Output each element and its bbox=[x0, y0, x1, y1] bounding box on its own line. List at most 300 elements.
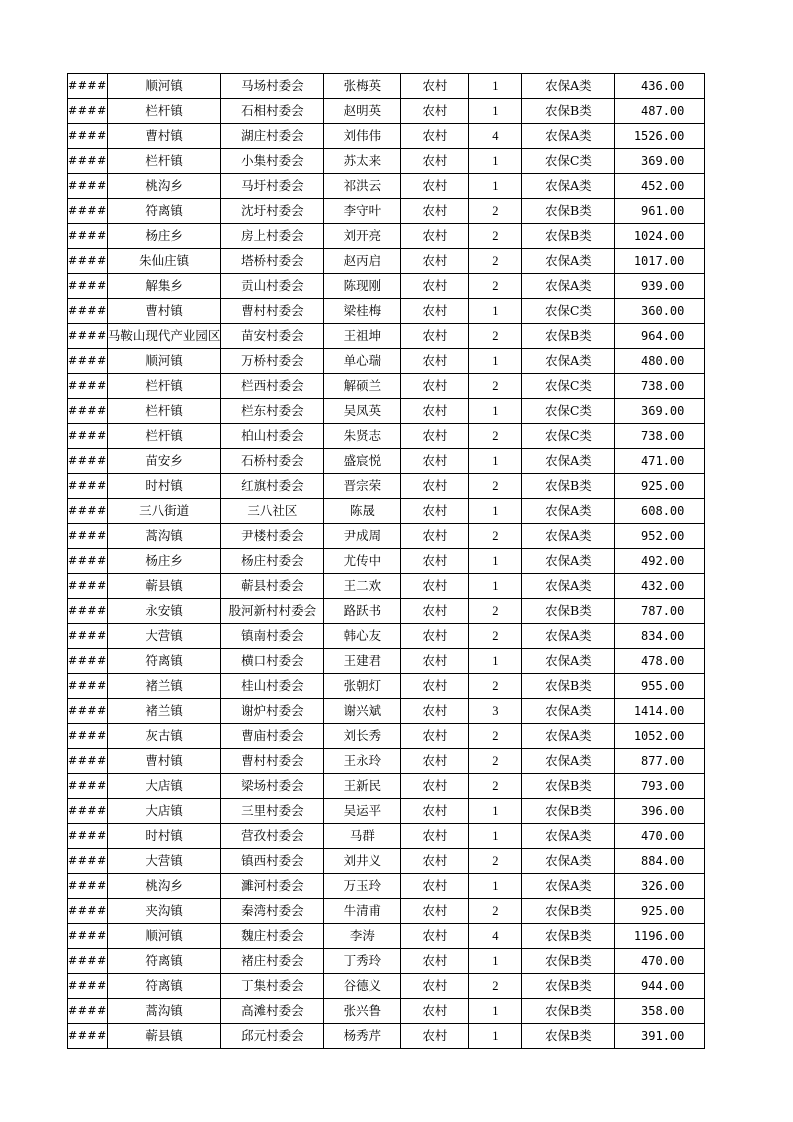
person-name-cell: 王二欢 bbox=[324, 574, 401, 599]
town-cell: 蒿沟镇 bbox=[107, 524, 221, 549]
person-name-cell: 赵丙启 bbox=[324, 249, 401, 274]
person-name-cell: 梁桂梅 bbox=[324, 299, 401, 324]
amount-cell: 432.00 bbox=[615, 574, 705, 599]
village-committee-cell: 谢炉村委会 bbox=[221, 699, 324, 724]
person-name-cell: 杨秀芹 bbox=[324, 1024, 401, 1049]
town-cell: 栏杆镇 bbox=[107, 149, 221, 174]
insurance-category-cell: 农保C类 bbox=[522, 149, 615, 174]
town-cell: 大营镇 bbox=[107, 624, 221, 649]
insurance-category-cell: 农保A类 bbox=[522, 624, 615, 649]
member-count-cell: 2 bbox=[469, 249, 522, 274]
insurance-category-cell: 农保B类 bbox=[522, 949, 615, 974]
town-cell: 栏杆镇 bbox=[107, 424, 221, 449]
village-committee-cell: 小集村委会 bbox=[221, 149, 324, 174]
member-count-cell: 2 bbox=[469, 274, 522, 299]
member-count-cell: 1 bbox=[469, 999, 522, 1024]
insurance-category-cell: 农保A类 bbox=[522, 349, 615, 374]
record-id-cell: #### bbox=[68, 974, 108, 999]
person-name-cell: 马群 bbox=[324, 824, 401, 849]
table-row bbox=[68, 574, 705, 599]
town-cell: 桃沟乡 bbox=[107, 874, 221, 899]
record-id-cell: #### bbox=[68, 249, 108, 274]
record-id-cell: #### bbox=[68, 524, 108, 549]
amount-cell: 1017.00 bbox=[615, 249, 705, 274]
person-name-cell: 万玉玲 bbox=[324, 874, 401, 899]
record-id-cell: #### bbox=[68, 549, 108, 574]
household-type-cell: 农村 bbox=[401, 924, 469, 949]
insurance-category-cell: 农保B类 bbox=[522, 799, 615, 824]
table-row bbox=[68, 249, 705, 274]
insurance-category-cell: 农保B类 bbox=[522, 599, 615, 624]
insurance-category-cell: 农保A类 bbox=[522, 124, 615, 149]
amount-cell: 360.00 bbox=[615, 299, 705, 324]
village-committee-cell: 杨庄村委会 bbox=[221, 549, 324, 574]
member-count-cell: 1 bbox=[469, 349, 522, 374]
table-row bbox=[68, 824, 705, 849]
insurance-category-cell: 农保A类 bbox=[522, 574, 615, 599]
record-id-cell: #### bbox=[68, 224, 108, 249]
person-name-cell: 陈晟 bbox=[324, 499, 401, 524]
record-id-cell: #### bbox=[68, 99, 108, 124]
table-row bbox=[68, 499, 705, 524]
insurance-category-cell: 农保C类 bbox=[522, 424, 615, 449]
person-name-cell: 朱贤志 bbox=[324, 424, 401, 449]
member-count-cell: 1 bbox=[469, 299, 522, 324]
amount-cell: 326.00 bbox=[615, 874, 705, 899]
amount-cell: 961.00 bbox=[615, 199, 705, 224]
village-committee-cell: 石桥村委会 bbox=[221, 449, 324, 474]
insurance-category-cell: 农保A类 bbox=[522, 549, 615, 574]
amount-cell: 369.00 bbox=[615, 399, 705, 424]
record-id-cell: #### bbox=[68, 774, 108, 799]
village-committee-cell: 柏山村委会 bbox=[221, 424, 324, 449]
person-name-cell: 苏太来 bbox=[324, 149, 401, 174]
person-name-cell: 刘开亮 bbox=[324, 224, 401, 249]
record-id-cell: #### bbox=[68, 199, 108, 224]
table-row bbox=[68, 649, 705, 674]
household-type-cell: 农村 bbox=[401, 474, 469, 499]
person-name-cell: 尹成周 bbox=[324, 524, 401, 549]
member-count-cell: 2 bbox=[469, 374, 522, 399]
insurance-category-cell: 农保A类 bbox=[522, 849, 615, 874]
town-cell: 苗安乡 bbox=[107, 449, 221, 474]
member-count-cell: 1 bbox=[469, 574, 522, 599]
town-cell: 灰古镇 bbox=[107, 724, 221, 749]
town-cell: 蒿沟镇 bbox=[107, 999, 221, 1024]
town-cell: 栏杆镇 bbox=[107, 374, 221, 399]
table-row bbox=[68, 1024, 705, 1049]
member-count-cell: 1 bbox=[469, 649, 522, 674]
town-cell: 永安镇 bbox=[107, 599, 221, 624]
village-committee-cell: 高滩村委会 bbox=[221, 999, 324, 1024]
person-name-cell: 王祖坤 bbox=[324, 324, 401, 349]
member-count-cell: 2 bbox=[469, 674, 522, 699]
member-count-cell: 1 bbox=[469, 949, 522, 974]
amount-cell: 877.00 bbox=[615, 749, 705, 774]
person-name-cell: 刘井义 bbox=[324, 849, 401, 874]
town-cell: 顺河镇 bbox=[107, 924, 221, 949]
member-count-cell: 1 bbox=[469, 449, 522, 474]
amount-cell: 964.00 bbox=[615, 324, 705, 349]
village-committee-cell: 丁集村委会 bbox=[221, 974, 324, 999]
record-id-cell: #### bbox=[68, 874, 108, 899]
insurance-category-cell: 农保B类 bbox=[522, 324, 615, 349]
person-name-cell: 刘伟伟 bbox=[324, 124, 401, 149]
village-committee-cell: 石相村委会 bbox=[221, 99, 324, 124]
table-row bbox=[68, 624, 705, 649]
table-row bbox=[68, 74, 705, 99]
member-count-cell: 2 bbox=[469, 749, 522, 774]
town-cell: 桃沟乡 bbox=[107, 174, 221, 199]
town-cell: 大营镇 bbox=[107, 849, 221, 874]
town-cell: 蕲县镇 bbox=[107, 1024, 221, 1049]
household-type-cell: 农村 bbox=[401, 374, 469, 399]
record-id-cell: #### bbox=[68, 324, 108, 349]
record-id-cell: #### bbox=[68, 624, 108, 649]
person-name-cell: 丁秀玲 bbox=[324, 949, 401, 974]
record-id-cell: #### bbox=[68, 424, 108, 449]
amount-cell: 391.00 bbox=[615, 1024, 705, 1049]
village-committee-cell: 马场村委会 bbox=[221, 74, 324, 99]
town-cell: 栏杆镇 bbox=[107, 99, 221, 124]
amount-cell: 1196.00 bbox=[615, 924, 705, 949]
table-row bbox=[68, 324, 705, 349]
village-committee-cell: 邱元村委会 bbox=[221, 1024, 324, 1049]
village-committee-cell: 马圩村委会 bbox=[221, 174, 324, 199]
household-type-cell: 农村 bbox=[401, 449, 469, 474]
household-type-cell: 农村 bbox=[401, 174, 469, 199]
village-committee-cell: 褚庄村委会 bbox=[221, 949, 324, 974]
table-row bbox=[68, 374, 705, 399]
record-id-cell: #### bbox=[68, 599, 108, 624]
table-row bbox=[68, 349, 705, 374]
record-id-cell: #### bbox=[68, 799, 108, 824]
household-type-cell: 农村 bbox=[401, 124, 469, 149]
household-type-cell: 农村 bbox=[401, 899, 469, 924]
insurance-category-cell: 农保B类 bbox=[522, 1024, 615, 1049]
person-name-cell: 张朝灯 bbox=[324, 674, 401, 699]
insurance-category-cell: 农保B类 bbox=[522, 674, 615, 699]
table-body bbox=[68, 74, 705, 1049]
record-id-cell: #### bbox=[68, 74, 108, 99]
insurance-category-cell: 农保C类 bbox=[522, 299, 615, 324]
town-cell: 顺河镇 bbox=[107, 349, 221, 374]
insurance-category-cell: 农保B类 bbox=[522, 974, 615, 999]
household-type-cell: 农村 bbox=[401, 749, 469, 774]
member-count-cell: 2 bbox=[469, 424, 522, 449]
household-type-cell: 农村 bbox=[401, 249, 469, 274]
insurance-category-cell: 农保A类 bbox=[522, 449, 615, 474]
village-committee-cell: 镇西村委会 bbox=[221, 849, 324, 874]
member-count-cell: 2 bbox=[469, 849, 522, 874]
member-count-cell: 2 bbox=[469, 324, 522, 349]
village-committee-cell: 房上村委会 bbox=[221, 224, 324, 249]
household-type-cell: 农村 bbox=[401, 499, 469, 524]
town-cell: 褚兰镇 bbox=[107, 674, 221, 699]
table-row bbox=[68, 174, 705, 199]
record-id-cell: #### bbox=[68, 749, 108, 774]
table-row bbox=[68, 549, 705, 574]
record-id-cell: #### bbox=[68, 949, 108, 974]
insurance-category-cell: 农保A类 bbox=[522, 499, 615, 524]
household-type-cell: 农村 bbox=[401, 949, 469, 974]
insurance-category-cell: 农保A类 bbox=[522, 274, 615, 299]
record-id-cell: #### bbox=[68, 374, 108, 399]
table-row bbox=[68, 924, 705, 949]
record-id-cell: #### bbox=[68, 349, 108, 374]
record-id-cell: #### bbox=[68, 449, 108, 474]
record-id-cell: #### bbox=[68, 1024, 108, 1049]
table-row bbox=[68, 199, 705, 224]
person-name-cell: 单心瑞 bbox=[324, 349, 401, 374]
person-name-cell: 晋宗荣 bbox=[324, 474, 401, 499]
record-id-cell: #### bbox=[68, 924, 108, 949]
amount-cell: 834.00 bbox=[615, 624, 705, 649]
insurance-category-cell: 农保A类 bbox=[522, 874, 615, 899]
town-cell: 解集乡 bbox=[107, 274, 221, 299]
household-type-cell: 农村 bbox=[401, 874, 469, 899]
person-name-cell: 王新民 bbox=[324, 774, 401, 799]
town-cell: 顺河镇 bbox=[107, 74, 221, 99]
person-name-cell: 赵明英 bbox=[324, 99, 401, 124]
person-name-cell: 牛清甫 bbox=[324, 899, 401, 924]
amount-cell: 492.00 bbox=[615, 549, 705, 574]
table-row bbox=[68, 599, 705, 624]
member-count-cell: 1 bbox=[469, 1024, 522, 1049]
table-row bbox=[68, 749, 705, 774]
table-row bbox=[68, 449, 705, 474]
insurance-category-cell: 农保A类 bbox=[522, 749, 615, 774]
village-committee-cell: 魏庄村委会 bbox=[221, 924, 324, 949]
household-type-cell: 农村 bbox=[401, 649, 469, 674]
insurance-category-cell: 农保A类 bbox=[522, 649, 615, 674]
town-cell: 时村镇 bbox=[107, 824, 221, 849]
amount-cell: 925.00 bbox=[615, 899, 705, 924]
village-committee-cell: 蕲县村委会 bbox=[221, 574, 324, 599]
table-row bbox=[68, 974, 705, 999]
town-cell: 蕲县镇 bbox=[107, 574, 221, 599]
town-cell: 夹沟镇 bbox=[107, 899, 221, 924]
person-name-cell: 王建君 bbox=[324, 649, 401, 674]
village-committee-cell: 沈圩村委会 bbox=[221, 199, 324, 224]
amount-cell: 1526.00 bbox=[615, 124, 705, 149]
village-committee-cell: 曹村村委会 bbox=[221, 749, 324, 774]
record-id-cell: #### bbox=[68, 649, 108, 674]
village-committee-cell: 苗安村委会 bbox=[221, 324, 324, 349]
record-id-cell: #### bbox=[68, 899, 108, 924]
amount-cell: 955.00 bbox=[615, 674, 705, 699]
record-id-cell: #### bbox=[68, 474, 108, 499]
member-count-cell: 4 bbox=[469, 124, 522, 149]
data-table bbox=[67, 73, 705, 1049]
record-id-cell: #### bbox=[68, 724, 108, 749]
amount-cell: 925.00 bbox=[615, 474, 705, 499]
household-type-cell: 农村 bbox=[401, 399, 469, 424]
member-count-cell: 2 bbox=[469, 524, 522, 549]
village-committee-cell: 横口村委会 bbox=[221, 649, 324, 674]
household-type-cell: 农村 bbox=[401, 424, 469, 449]
member-count-cell: 1 bbox=[469, 549, 522, 574]
insurance-category-cell: 农保C类 bbox=[522, 399, 615, 424]
member-count-cell: 2 bbox=[469, 974, 522, 999]
household-type-cell: 农村 bbox=[401, 74, 469, 99]
person-name-cell: 吴凤英 bbox=[324, 399, 401, 424]
insurance-category-cell: 农保A类 bbox=[522, 249, 615, 274]
amount-cell: 478.00 bbox=[615, 649, 705, 674]
village-committee-cell: 塔桥村委会 bbox=[221, 249, 324, 274]
insurance-category-cell: 农保A类 bbox=[522, 724, 615, 749]
person-name-cell: 刘长秀 bbox=[324, 724, 401, 749]
record-id-cell: #### bbox=[68, 174, 108, 199]
member-count-cell: 4 bbox=[469, 924, 522, 949]
town-cell: 符离镇 bbox=[107, 949, 221, 974]
household-type-cell: 农村 bbox=[401, 274, 469, 299]
table-row bbox=[68, 849, 705, 874]
person-name-cell: 尤传中 bbox=[324, 549, 401, 574]
village-committee-cell: 镇南村委会 bbox=[221, 624, 324, 649]
amount-cell: 884.00 bbox=[615, 849, 705, 874]
village-committee-cell: 梁场村委会 bbox=[221, 774, 324, 799]
person-name-cell: 王永玲 bbox=[324, 749, 401, 774]
member-count-cell: 2 bbox=[469, 774, 522, 799]
member-count-cell: 1 bbox=[469, 174, 522, 199]
insurance-category-cell: 农保B类 bbox=[522, 199, 615, 224]
village-committee-cell: 营孜村委会 bbox=[221, 824, 324, 849]
household-type-cell: 农村 bbox=[401, 699, 469, 724]
member-count-cell: 1 bbox=[469, 149, 522, 174]
member-count-cell: 1 bbox=[469, 399, 522, 424]
village-committee-cell: 尹楼村委会 bbox=[221, 524, 324, 549]
insurance-category-cell: 农保A类 bbox=[522, 174, 615, 199]
record-id-cell: #### bbox=[68, 299, 108, 324]
town-cell: 符离镇 bbox=[107, 974, 221, 999]
member-count-cell: 1 bbox=[469, 99, 522, 124]
person-name-cell: 张兴鲁 bbox=[324, 999, 401, 1024]
amount-cell: 608.00 bbox=[615, 499, 705, 524]
household-type-cell: 农村 bbox=[401, 799, 469, 824]
household-type-cell: 农村 bbox=[401, 824, 469, 849]
member-count-cell: 2 bbox=[469, 474, 522, 499]
household-type-cell: 农村 bbox=[401, 324, 469, 349]
table-row bbox=[68, 224, 705, 249]
record-id-cell: #### bbox=[68, 399, 108, 424]
person-name-cell: 路跃书 bbox=[324, 599, 401, 624]
table-row bbox=[68, 474, 705, 499]
record-id-cell: #### bbox=[68, 124, 108, 149]
table-row bbox=[68, 999, 705, 1024]
table-row bbox=[68, 424, 705, 449]
household-type-cell: 农村 bbox=[401, 724, 469, 749]
household-type-cell: 农村 bbox=[401, 224, 469, 249]
town-cell: 杨庄乡 bbox=[107, 549, 221, 574]
village-committee-cell: 三八社区 bbox=[221, 499, 324, 524]
amount-cell: 487.00 bbox=[615, 99, 705, 124]
person-name-cell: 祁洪云 bbox=[324, 174, 401, 199]
amount-cell: 470.00 bbox=[615, 949, 705, 974]
village-committee-cell: 股河新村村委会 bbox=[221, 599, 324, 624]
member-count-cell: 1 bbox=[469, 799, 522, 824]
amount-cell: 436.00 bbox=[615, 74, 705, 99]
town-cell: 栏杆镇 bbox=[107, 399, 221, 424]
amount-cell: 396.00 bbox=[615, 799, 705, 824]
amount-cell: 452.00 bbox=[615, 174, 705, 199]
household-type-cell: 农村 bbox=[401, 199, 469, 224]
insurance-category-cell: 农保B类 bbox=[522, 899, 615, 924]
table-row bbox=[68, 99, 705, 124]
household-type-cell: 农村 bbox=[401, 574, 469, 599]
table-row bbox=[68, 149, 705, 174]
record-id-cell: #### bbox=[68, 674, 108, 699]
table-row bbox=[68, 274, 705, 299]
record-id-cell: #### bbox=[68, 149, 108, 174]
village-committee-cell: 曹村村委会 bbox=[221, 299, 324, 324]
amount-cell: 471.00 bbox=[615, 449, 705, 474]
household-type-cell: 农村 bbox=[401, 549, 469, 574]
person-name-cell: 吴运平 bbox=[324, 799, 401, 824]
village-committee-cell: 万桥村委会 bbox=[221, 349, 324, 374]
amount-cell: 369.00 bbox=[615, 149, 705, 174]
town-cell: 符离镇 bbox=[107, 649, 221, 674]
table-row bbox=[68, 874, 705, 899]
town-cell: 朱仙庄镇 bbox=[107, 249, 221, 274]
insurance-category-cell: 农保A类 bbox=[522, 74, 615, 99]
amount-cell: 1052.00 bbox=[615, 724, 705, 749]
town-cell: 符离镇 bbox=[107, 199, 221, 224]
member-count-cell: 2 bbox=[469, 224, 522, 249]
member-count-cell: 3 bbox=[469, 699, 522, 724]
town-cell: 时村镇 bbox=[107, 474, 221, 499]
amount-cell: 1414.00 bbox=[615, 699, 705, 724]
household-type-cell: 农村 bbox=[401, 1024, 469, 1049]
table-row bbox=[68, 124, 705, 149]
household-type-cell: 农村 bbox=[401, 974, 469, 999]
member-count-cell: 2 bbox=[469, 599, 522, 624]
amount-cell: 939.00 bbox=[615, 274, 705, 299]
village-committee-cell: 三里村委会 bbox=[221, 799, 324, 824]
amount-cell: 944.00 bbox=[615, 974, 705, 999]
table-row bbox=[68, 799, 705, 824]
amount-cell: 358.00 bbox=[615, 999, 705, 1024]
amount-cell: 470.00 bbox=[615, 824, 705, 849]
member-count-cell: 2 bbox=[469, 899, 522, 924]
person-name-cell: 张梅英 bbox=[324, 74, 401, 99]
household-type-cell: 农村 bbox=[401, 674, 469, 699]
household-type-cell: 农村 bbox=[401, 849, 469, 874]
insurance-category-cell: 农保B类 bbox=[522, 474, 615, 499]
village-committee-cell: 濉河村委会 bbox=[221, 874, 324, 899]
insurance-category-cell: 农保B类 bbox=[522, 224, 615, 249]
person-name-cell: 盛宸悦 bbox=[324, 449, 401, 474]
person-name-cell: 李涛 bbox=[324, 924, 401, 949]
table-row bbox=[68, 399, 705, 424]
table-row bbox=[68, 899, 705, 924]
insurance-category-cell: 农保B类 bbox=[522, 99, 615, 124]
insurance-category-cell: 农保C类 bbox=[522, 374, 615, 399]
town-cell: 马鞍山现代产业园区 bbox=[107, 324, 221, 349]
table-row bbox=[68, 724, 705, 749]
person-name-cell: 李守叶 bbox=[324, 199, 401, 224]
town-cell: 曹村镇 bbox=[107, 299, 221, 324]
record-id-cell: #### bbox=[68, 824, 108, 849]
amount-cell: 480.00 bbox=[615, 349, 705, 374]
table-row bbox=[68, 674, 705, 699]
insurance-category-cell: 农保A类 bbox=[522, 524, 615, 549]
town-cell: 大店镇 bbox=[107, 799, 221, 824]
amount-cell: 1024.00 bbox=[615, 224, 705, 249]
town-cell: 曹村镇 bbox=[107, 749, 221, 774]
household-type-cell: 农村 bbox=[401, 299, 469, 324]
household-type-cell: 农村 bbox=[401, 599, 469, 624]
